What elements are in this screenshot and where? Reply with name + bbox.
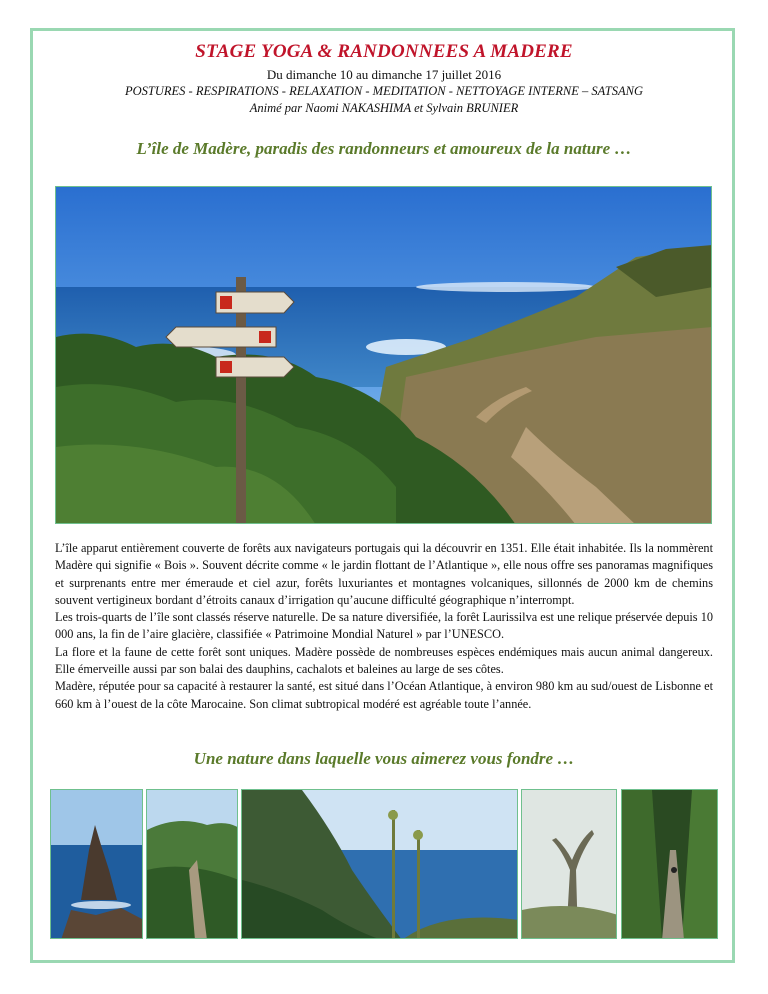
- hosts-line: Animé par Naomi NAKASHIMA et Sylvain BRUNIER: [249, 101, 519, 115]
- photo-misty-tree: [521, 789, 617, 939]
- photo-strip: [50, 789, 718, 939]
- paragraph-reserve: Les trois-quarts de l’île sont classés réserve naturelle. De sa nature diversifiée, la forêt Laurissilva est une relique préservée depuis 10 000 ans, la fin de l’aire glacière, classifiée « Patrimoine Mondial Naturel » par l’UNESCO.: [55, 610, 713, 642]
- activities-list: POSTURES - RESPIRATIONS - RELAXATION - MEDITATION - NETTOYAGE INTERNE – SATSANG: [125, 84, 643, 98]
- photo-green-valley: [146, 789, 238, 939]
- paragraph-location: Madère, réputée pour sa capacité à restaurer la santé, est situé dans l’Océan Atlantique, à environ 980 km au sud/ouest de Lisbonne et 660 km à l’ouest de la côte Marocaine. Son climat subtropical modéré est agréable toute l’année.: [55, 679, 713, 711]
- event-dates: Du dimanche 10 au dimanche 17 juillet 2016: [266, 67, 502, 82]
- page-title: STAGE YOGA & RANDONNEES A MADERE: [195, 41, 573, 62]
- tagline-madeira: L’île de Madère, paradis des randonneurs et amoureux de la nature …: [136, 139, 632, 158]
- photo-agave-coast: [241, 789, 518, 939]
- description-text: [55, 540, 713, 713]
- photo-sea-rock: [50, 789, 143, 939]
- paragraph-history: L’île apparut entièrement couverte de forêts aux navigateurs portugais qui la découvrir en 1351. Elle était inhabitée. Ils la nommèrent Madère qui signifie « Bois ». Souvent décrite comme « le jardin flottant de l’Atlantique », elle nous offre ses panoramas magnifiques et surprenants entre mer émeraude et ciel azur, forêts luxuriantes et montagnes volcaniques, sillonnés de 2000 km de chemins souvent vertigineux bordant d’étroits canaux d’irrigation qu’aucune difficulté géographique n’interrompt.: [55, 541, 713, 607]
- paragraph-fauna-flora: La flore et la faune de cette forêt sont uniques. Madère possède de nombreuses espèces endémiques mais aucun animal dangereux. Elle émerveille aussi par son balai des dauphins, cachalots et baleines au large de ses côtes.: [55, 644, 713, 677]
- photo-levada-path: [621, 789, 718, 939]
- tagline-nature: Une nature dans laquelle vous aimerez vous fondre …: [193, 749, 575, 768]
- hero-photo-trail-signpost: [55, 186, 712, 524]
